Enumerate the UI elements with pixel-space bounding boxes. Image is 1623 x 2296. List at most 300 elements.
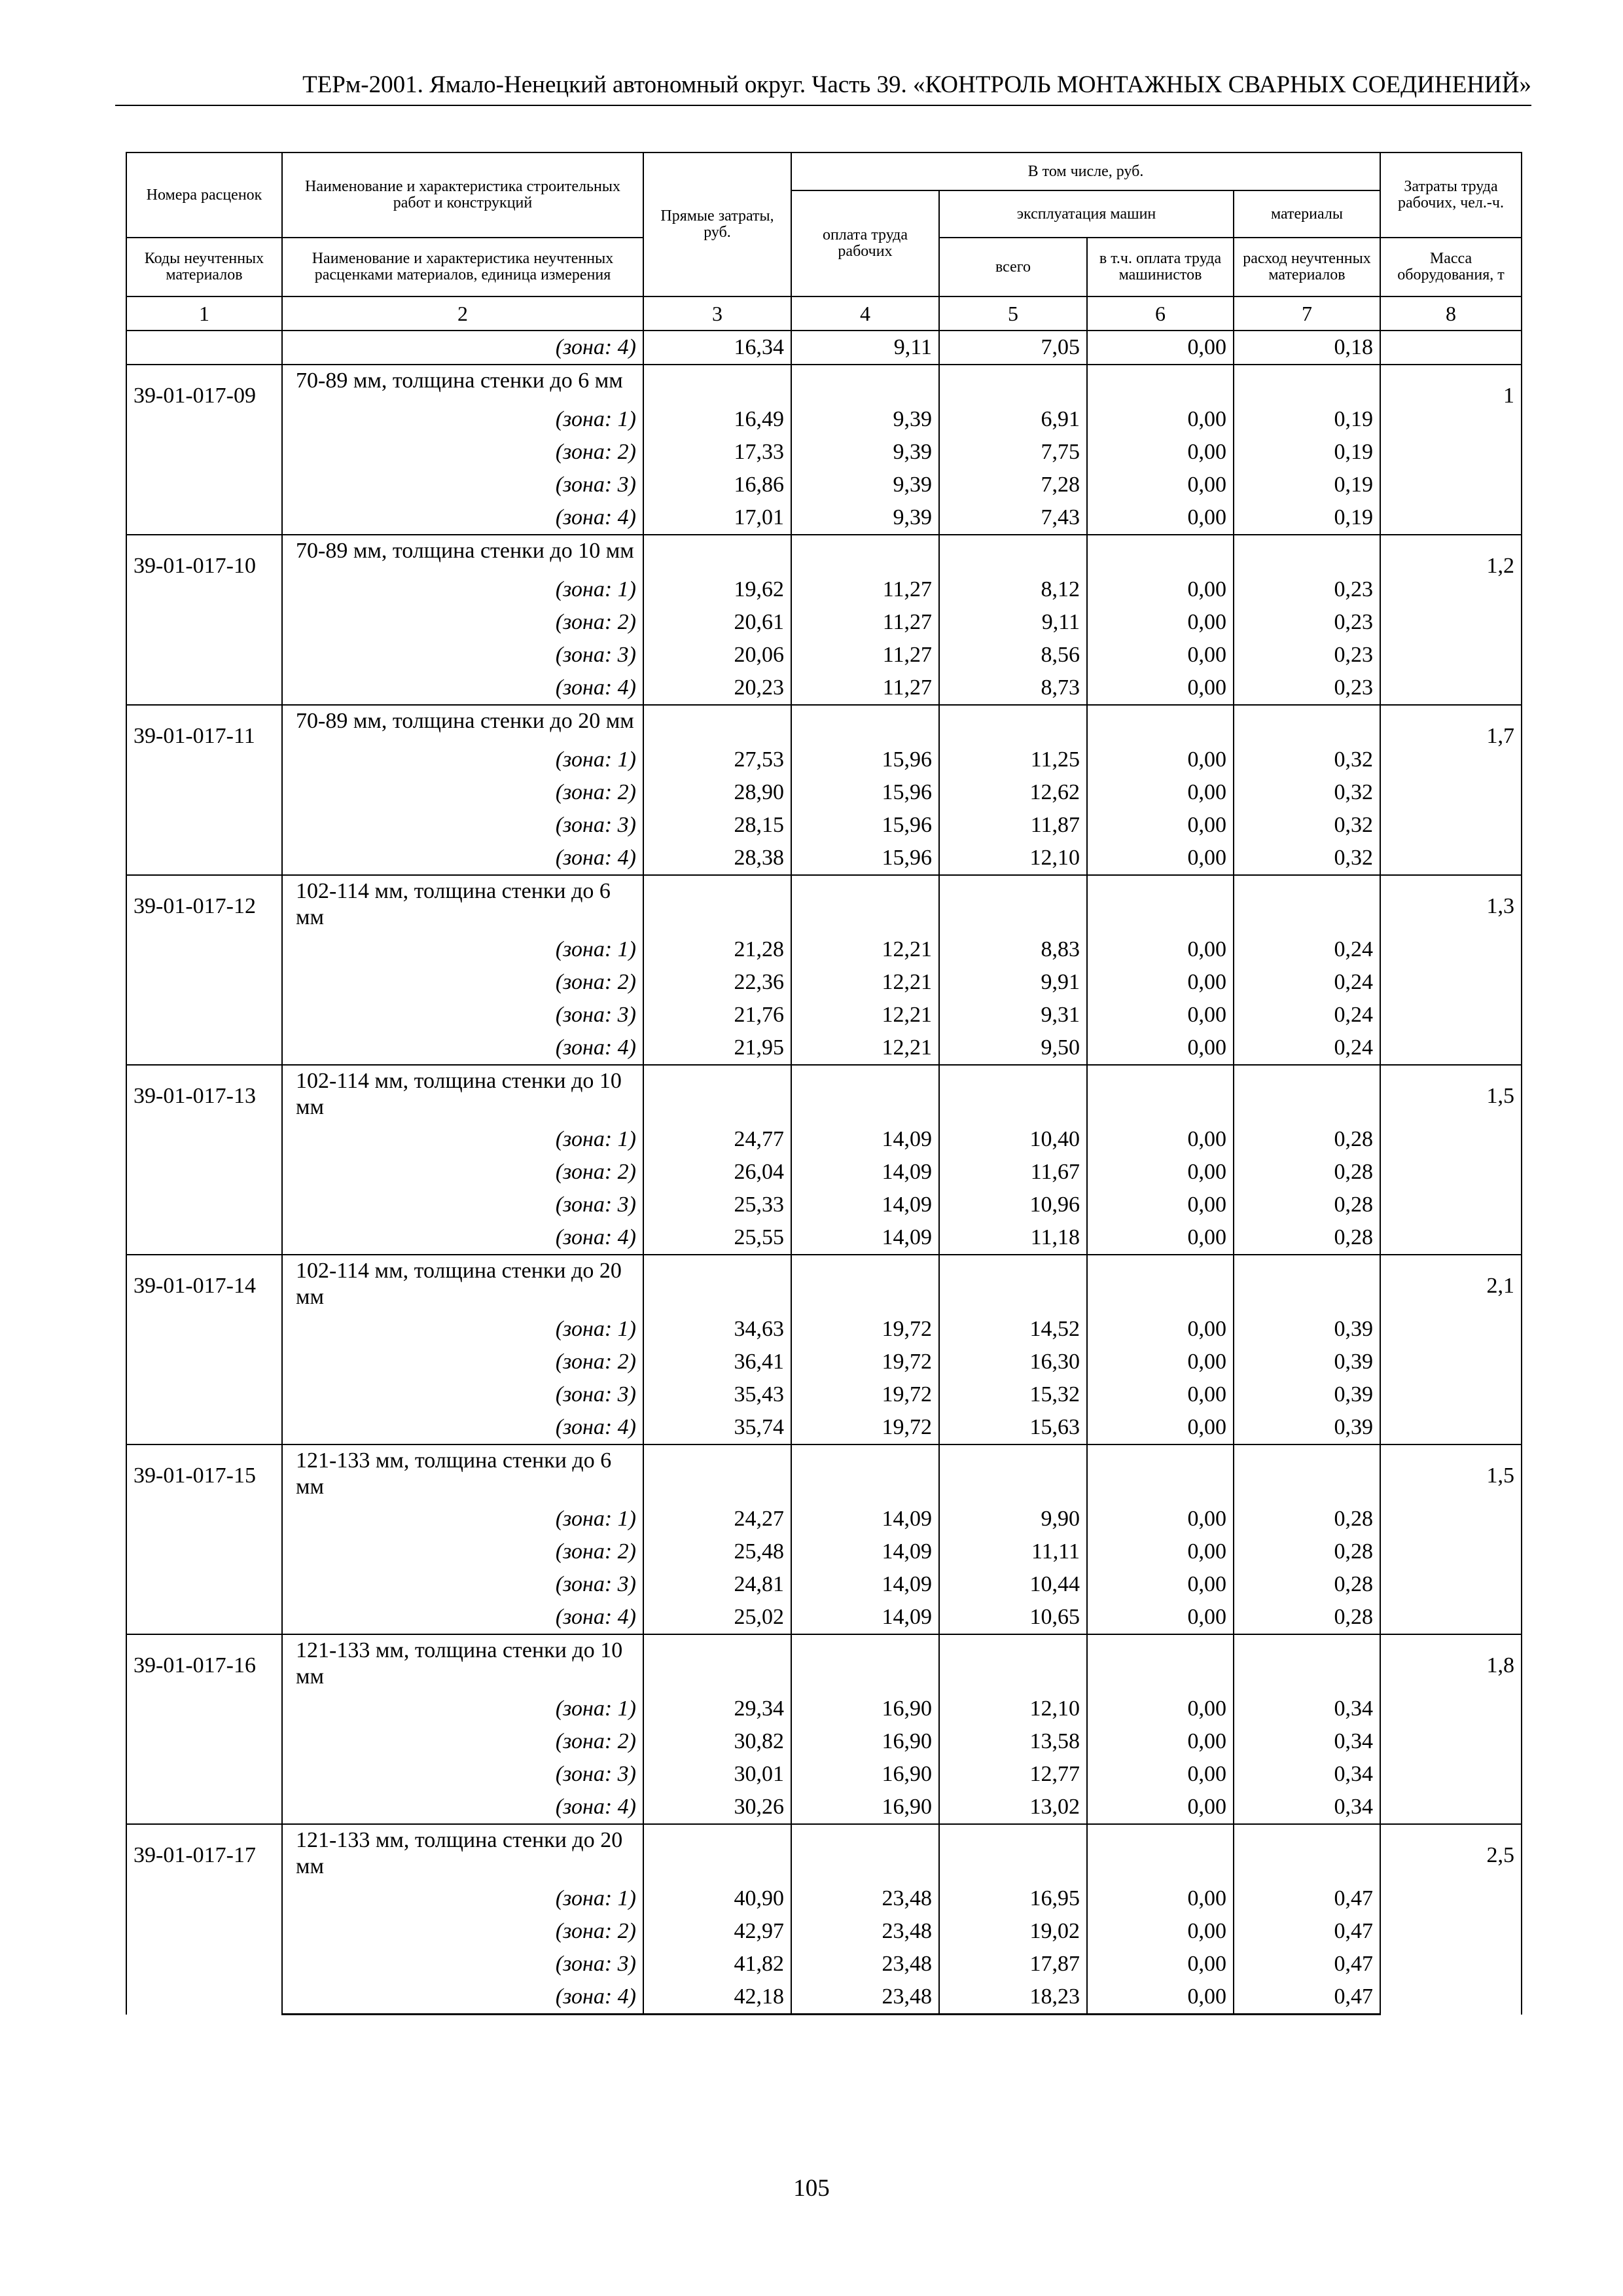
direct-cost: 19,62	[643, 573, 791, 606]
empty-cell	[939, 535, 1087, 573]
labor-cost: 1,7	[1380, 705, 1522, 875]
work-name: 121-133 мм, толщина стенки до 6 мм	[282, 1444, 643, 1503]
header-col4: оплата труда рабочих	[791, 190, 939, 296]
empty-cell	[939, 1255, 1087, 1313]
empty-cell	[791, 535, 939, 573]
empty-cell	[791, 875, 939, 933]
labor-pay: 14,09	[791, 1535, 939, 1568]
materials-cost: 0,39	[1234, 1346, 1380, 1378]
labor-pay: 15,96	[791, 842, 939, 875]
empty-cell	[939, 1065, 1087, 1123]
table-row	[126, 1568, 1522, 1601]
table-row	[126, 403, 1522, 436]
materials-cost: 0,47	[1234, 1981, 1380, 2015]
table-row	[126, 1123, 1522, 1156]
machines-total: 15,32	[939, 1378, 1087, 1411]
empty-cell	[1234, 705, 1380, 744]
table-row	[126, 1981, 1522, 2015]
labor-pay: 23,48	[791, 1882, 939, 1915]
labor-pay: 12,21	[791, 933, 939, 966]
labor-pay: 23,48	[791, 1915, 939, 1948]
work-name: 70-89 мм, толщина стенки до 20 мм	[282, 705, 643, 744]
machines-total: 16,30	[939, 1346, 1087, 1378]
materials-cost: 0,24	[1234, 999, 1380, 1031]
direct-cost: 29,34	[643, 1693, 791, 1725]
labor-pay: 14,09	[791, 1221, 939, 1255]
header-col6: в т.ч. оплата труда машинистов	[1087, 238, 1234, 296]
machinists-pay: 0,00	[1087, 1791, 1234, 1824]
direct-cost: 41,82	[643, 1948, 791, 1981]
zone-label: (зона: 3)	[282, 1189, 643, 1221]
materials-cost: 0,28	[1234, 1535, 1380, 1568]
direct-cost: 28,90	[643, 776, 791, 809]
price-code: 39-01-017-16	[126, 1634, 282, 1824]
machines-total: 11,67	[939, 1156, 1087, 1189]
machinists-pay: 0,00	[1087, 1313, 1234, 1346]
price-table	[126, 152, 1522, 2015]
zone-label: (зона: 4)	[282, 842, 643, 875]
zone-label: (зона: 2)	[282, 1915, 643, 1948]
machines-total: 11,11	[939, 1535, 1087, 1568]
materials-cost: 0,32	[1234, 809, 1380, 842]
empty-cell	[1087, 1634, 1234, 1693]
zone-label: (зона: 2)	[282, 1535, 643, 1568]
table-body	[126, 331, 1522, 2015]
table-row	[126, 436, 1522, 469]
machines-total: 11,87	[939, 809, 1087, 842]
machinists-pay: 0,00	[1087, 1346, 1234, 1378]
work-name: 102-114 мм, толщина стенки до 6 мм	[282, 875, 643, 933]
materials-cost: 0,32	[1234, 744, 1380, 776]
machinists-pay: 0,00	[1087, 1123, 1234, 1156]
machinists-pay: 0,00	[1087, 436, 1234, 469]
machinists-pay: 0,00	[1087, 1758, 1234, 1791]
header-col1-top: Номера расценок	[126, 152, 282, 238]
labor-pay: 9,39	[791, 403, 939, 436]
labor-pay: 12,21	[791, 1031, 939, 1065]
materials-cost: 0,47	[1234, 1915, 1380, 1948]
zone-label: (зона: 4)	[282, 331, 643, 365]
labor-pay: 23,48	[791, 1948, 939, 1981]
empty-cell	[1087, 1065, 1234, 1123]
empty-cell	[1234, 535, 1380, 573]
zone-label: (зона: 2)	[282, 776, 643, 809]
machinists-pay: 0,00	[1087, 403, 1234, 436]
direct-cost: 40,90	[643, 1882, 791, 1915]
zone-label: (зона: 3)	[282, 809, 643, 842]
machines-total: 12,77	[939, 1758, 1087, 1791]
table-row	[126, 1378, 1522, 1411]
price-code: 39-01-017-17	[126, 1824, 282, 2015]
zone-label: (зона: 1)	[282, 1503, 643, 1535]
direct-cost: 35,74	[643, 1411, 791, 1444]
empty-cell	[791, 705, 939, 744]
direct-cost: 42,18	[643, 1981, 791, 2015]
machines-total: 12,10	[939, 1693, 1087, 1725]
empty-cell	[791, 1255, 939, 1313]
zone-label: (зона: 4)	[282, 1221, 643, 1255]
empty-cell	[643, 1255, 791, 1313]
table-row	[126, 1411, 1522, 1444]
table-row	[126, 1189, 1522, 1221]
machines-total: 10,96	[939, 1189, 1087, 1221]
price-code: 39-01-017-10	[126, 535, 282, 705]
table-row	[126, 469, 1522, 501]
zone-label: (зона: 4)	[282, 1791, 643, 1824]
empty-cell	[791, 1444, 939, 1503]
work-name: 70-89 мм, толщина стенки до 10 мм	[282, 535, 643, 573]
zone-label: (зона: 1)	[282, 744, 643, 776]
table-row	[126, 744, 1522, 776]
price-code: 39-01-017-12	[126, 875, 282, 1065]
zone-label: (зона: 1)	[282, 1313, 643, 1346]
labor-pay: 14,09	[791, 1503, 939, 1535]
direct-cost: 20,61	[643, 606, 791, 639]
direct-cost: 30,26	[643, 1791, 791, 1824]
header-col3: Прямые затраты, руб.	[643, 152, 791, 296]
empty-cell	[791, 1634, 939, 1693]
labor-pay: 14,09	[791, 1156, 939, 1189]
zone-label: (зона: 1)	[282, 1693, 643, 1725]
zone-label: (зона: 1)	[282, 573, 643, 606]
machinists-pay: 0,00	[1087, 639, 1234, 672]
price-code: 39-01-017-09	[126, 365, 282, 535]
materials-cost: 0,34	[1234, 1725, 1380, 1758]
labor-pay: 15,96	[791, 809, 939, 842]
zone-label: (зона: 3)	[282, 1758, 643, 1791]
empty-cell	[791, 1824, 939, 1882]
direct-cost: 20,06	[643, 639, 791, 672]
machinists-pay: 0,00	[1087, 1156, 1234, 1189]
labor-pay: 19,72	[791, 1411, 939, 1444]
zone-label: (зона: 3)	[282, 639, 643, 672]
materials-cost: 0,23	[1234, 672, 1380, 705]
direct-cost: 24,81	[643, 1568, 791, 1601]
materials-cost: 0,24	[1234, 966, 1380, 999]
header-rule	[115, 105, 1531, 106]
machinists-pay: 0,00	[1087, 1568, 1234, 1601]
empty-cell	[1234, 875, 1380, 933]
price-code: 39-01-017-11	[126, 705, 282, 875]
labor-pay: 9,39	[791, 469, 939, 501]
machinists-pay: 0,00	[1087, 809, 1234, 842]
machines-total: 11,18	[939, 1221, 1087, 1255]
table-row	[126, 672, 1522, 705]
direct-cost: 25,02	[643, 1601, 791, 1634]
machinists-pay: 0,00	[1087, 1725, 1234, 1758]
zone-label: (зона: 3)	[282, 999, 643, 1031]
machines-total: 18,23	[939, 1981, 1087, 2015]
direct-cost: 26,04	[643, 1156, 791, 1189]
empty-cell	[643, 875, 791, 933]
zone-label: (зона: 3)	[282, 469, 643, 501]
direct-cost: 16,49	[643, 403, 791, 436]
empty-cell	[643, 705, 791, 744]
machinists-pay: 0,00	[1087, 1189, 1234, 1221]
empty-cell	[1234, 1065, 1380, 1123]
machines-total: 8,12	[939, 573, 1087, 606]
table-row	[126, 535, 1522, 573]
labor-pay: 16,90	[791, 1725, 939, 1758]
machines-total: 14,52	[939, 1313, 1087, 1346]
materials-cost: 0,28	[1234, 1189, 1380, 1221]
machines-total: 12,10	[939, 842, 1087, 875]
table-row	[126, 1758, 1522, 1791]
direct-cost: 22,36	[643, 966, 791, 999]
machines-total: 13,58	[939, 1725, 1087, 1758]
zone-label: (зона: 2)	[282, 1725, 643, 1758]
price-code: 39-01-017-13	[126, 1065, 282, 1255]
machinists-pay: 0,00	[1087, 933, 1234, 966]
table-row	[126, 1535, 1522, 1568]
empty-cell	[1234, 1824, 1380, 1882]
column-number: 8	[1380, 296, 1522, 331]
empty-cell	[643, 535, 791, 573]
table-row	[126, 966, 1522, 999]
table-row	[126, 1255, 1522, 1313]
materials-cost: 0,34	[1234, 1693, 1380, 1725]
materials-cost: 0,28	[1234, 1221, 1380, 1255]
labor-pay: 16,90	[791, 1758, 939, 1791]
table-row	[126, 809, 1522, 842]
machines-total: 8,73	[939, 672, 1087, 705]
direct-cost: 25,48	[643, 1535, 791, 1568]
page-number: 105	[793, 2175, 830, 2202]
materials-cost: 0,28	[1234, 1601, 1380, 1634]
empty-cell	[643, 1065, 791, 1123]
zone-label: (зона: 1)	[282, 1882, 643, 1915]
empty-cell	[1234, 1634, 1380, 1693]
direct-cost: 30,82	[643, 1725, 791, 1758]
table-row	[126, 1156, 1522, 1189]
zone-label: (зона: 3)	[282, 1378, 643, 1411]
labor-cost: 1,5	[1380, 1065, 1522, 1255]
machines-total: 17,87	[939, 1948, 1087, 1981]
labor-pay: 11,27	[791, 606, 939, 639]
machines-total: 10,40	[939, 1123, 1087, 1156]
labor-pay: 9,39	[791, 501, 939, 535]
zone-label: (зона: 4)	[282, 1411, 643, 1444]
table-row	[126, 875, 1522, 933]
table-row	[126, 999, 1522, 1031]
price-code: 39-01-017-14	[126, 1255, 282, 1444]
price-code: 39-01-017-15	[126, 1444, 282, 1634]
machines-total: 9,91	[939, 966, 1087, 999]
table-row	[126, 1065, 1522, 1123]
zone-label: (зона: 1)	[282, 933, 643, 966]
direct-cost: 21,76	[643, 999, 791, 1031]
empty-cell	[643, 1824, 791, 1882]
direct-cost: 36,41	[643, 1346, 791, 1378]
materials-cost: 0,23	[1234, 606, 1380, 639]
machines-total: 9,50	[939, 1031, 1087, 1065]
empty-cell	[939, 365, 1087, 403]
header-col1-bottom: Коды неучтенных материалов	[126, 238, 282, 296]
header-col8-top: Затраты труда рабочих, чел.-ч.	[1380, 152, 1522, 238]
machinists-pay: 0,00	[1087, 1948, 1234, 1981]
machines-total: 19,02	[939, 1915, 1087, 1948]
table-row	[126, 1634, 1522, 1693]
direct-cost: 27,53	[643, 744, 791, 776]
running-header: ТЕРм-2001. Ямало-Ненецкий автономный округ. Часть 39. «КОНТРОЛЬ МОНТАЖНЫХ СВАРНЫХ СОЕДИНЕНИЙ»	[302, 71, 1531, 98]
machinists-pay: 0,00	[1087, 842, 1234, 875]
empty-cell	[1087, 1824, 1234, 1882]
direct-cost: 34,63	[643, 1313, 791, 1346]
empty-cell	[939, 705, 1087, 744]
table-row	[126, 1444, 1522, 1503]
zone-label: (зона: 2)	[282, 1156, 643, 1189]
machines-total: 9,31	[939, 999, 1087, 1031]
empty-cell	[939, 1444, 1087, 1503]
zone-label: (зона: 2)	[282, 1346, 643, 1378]
table-header	[126, 152, 1522, 331]
header-col5: всего	[939, 238, 1087, 296]
direct-cost: 20,23	[643, 672, 791, 705]
labor-pay: 14,09	[791, 1568, 939, 1601]
zone-label: (зона: 4)	[282, 672, 643, 705]
labor-pay: 11,27	[791, 639, 939, 672]
labor-pay: 14,09	[791, 1601, 939, 1634]
machinists-pay: 0,00	[1087, 1031, 1234, 1065]
zone-label: (зона: 4)	[282, 1981, 643, 2015]
empty-cell	[643, 1444, 791, 1503]
header-col2-top: Наименование и характеристика строительных работ и конструкций	[282, 152, 643, 238]
direct-cost: 21,28	[643, 933, 791, 966]
zone-label: (зона: 4)	[282, 1601, 643, 1634]
machines-total: 7,05	[939, 331, 1087, 365]
machinists-pay: 0,00	[1087, 672, 1234, 705]
table-row	[126, 606, 1522, 639]
column-number: 2	[282, 296, 643, 331]
direct-cost: 24,77	[643, 1123, 791, 1156]
direct-cost: 35,43	[643, 1378, 791, 1411]
empty-cell	[939, 1634, 1087, 1693]
labor-pay: 14,09	[791, 1189, 939, 1221]
materials-cost: 0,24	[1234, 1031, 1380, 1065]
empty-cell	[939, 1824, 1087, 1882]
price-code	[126, 331, 282, 365]
empty-cell	[1234, 1444, 1380, 1503]
table-row	[126, 933, 1522, 966]
zone-label: (зона: 4)	[282, 1031, 643, 1065]
machinists-pay: 0,00	[1087, 331, 1234, 365]
table-row	[126, 639, 1522, 672]
materials-cost: 0,28	[1234, 1123, 1380, 1156]
labor-pay: 11,27	[791, 573, 939, 606]
empty-cell	[643, 1634, 791, 1693]
labor-cost: 1,2	[1380, 535, 1522, 705]
header-materials: материалы	[1234, 190, 1380, 238]
direct-cost: 28,15	[643, 809, 791, 842]
machinists-pay: 0,00	[1087, 1503, 1234, 1535]
work-name: 102-114 мм, толщина стенки до 10 мм	[282, 1065, 643, 1123]
direct-cost: 24,27	[643, 1503, 791, 1535]
machines-total: 9,90	[939, 1503, 1087, 1535]
materials-cost: 0,28	[1234, 1503, 1380, 1535]
labor-cost: 2,1	[1380, 1255, 1522, 1444]
table-row	[126, 1824, 1522, 1882]
empty-cell	[791, 365, 939, 403]
machinists-pay: 0,00	[1087, 1693, 1234, 1725]
machinists-pay: 0,00	[1087, 573, 1234, 606]
labor-pay: 9,39	[791, 436, 939, 469]
materials-cost: 0,23	[1234, 573, 1380, 606]
table-row	[126, 331, 1522, 365]
empty-cell	[1087, 705, 1234, 744]
materials-cost: 0,39	[1234, 1313, 1380, 1346]
machines-total: 11,25	[939, 744, 1087, 776]
labor-pay: 12,21	[791, 966, 939, 999]
labor-pay: 19,72	[791, 1346, 939, 1378]
materials-cost: 0,28	[1234, 1156, 1380, 1189]
machines-total: 16,95	[939, 1882, 1087, 1915]
materials-cost: 0,18	[1234, 331, 1380, 365]
work-name: 121-133 мм, толщина стенки до 20 мм	[282, 1824, 643, 1882]
empty-cell	[1234, 1255, 1380, 1313]
empty-cell	[1087, 535, 1234, 573]
machines-total: 7,75	[939, 436, 1087, 469]
table-row	[126, 1346, 1522, 1378]
column-number: 7	[1234, 296, 1380, 331]
labor-pay: 15,96	[791, 776, 939, 809]
empty-cell	[939, 875, 1087, 933]
labor-pay: 14,09	[791, 1123, 939, 1156]
table-row	[126, 842, 1522, 875]
table-row	[126, 1221, 1522, 1255]
materials-cost: 0,28	[1234, 1568, 1380, 1601]
labor-pay: 9,11	[791, 331, 939, 365]
table-row	[126, 365, 1522, 403]
column-number: 6	[1087, 296, 1234, 331]
labor-cost: 1,8	[1380, 1634, 1522, 1824]
direct-cost: 28,38	[643, 842, 791, 875]
zone-label: (зона: 1)	[282, 1123, 643, 1156]
machinists-pay: 0,00	[1087, 744, 1234, 776]
direct-cost: 17,01	[643, 501, 791, 535]
machines-total: 7,28	[939, 469, 1087, 501]
empty-cell	[643, 365, 791, 403]
labor-pay: 16,90	[791, 1693, 939, 1725]
materials-cost: 0,39	[1234, 1378, 1380, 1411]
machines-total: 7,43	[939, 501, 1087, 535]
table-row	[126, 1948, 1522, 1981]
materials-cost: 0,19	[1234, 403, 1380, 436]
materials-cost: 0,23	[1234, 639, 1380, 672]
machines-total: 10,65	[939, 1601, 1087, 1634]
direct-cost: 42,97	[643, 1915, 791, 1948]
work-name: 70-89 мм, толщина стенки до 6 мм	[282, 365, 643, 403]
machinists-pay: 0,00	[1087, 1411, 1234, 1444]
labor-pay: 15,96	[791, 744, 939, 776]
column-number: 3	[643, 296, 791, 331]
labor-cost: 2,5	[1380, 1824, 1522, 2015]
labor-cost	[1380, 331, 1522, 365]
materials-cost: 0,39	[1234, 1411, 1380, 1444]
machines-total: 8,56	[939, 639, 1087, 672]
machinists-pay: 0,00	[1087, 501, 1234, 535]
materials-cost: 0,34	[1234, 1758, 1380, 1791]
work-name: 102-114 мм, толщина стенки до 20 мм	[282, 1255, 643, 1313]
direct-cost: 16,34	[643, 331, 791, 365]
direct-cost: 25,55	[643, 1221, 791, 1255]
table-row	[126, 501, 1522, 535]
materials-cost: 0,24	[1234, 933, 1380, 966]
labor-pay: 19,72	[791, 1378, 939, 1411]
empty-cell	[1234, 365, 1380, 403]
zone-label: (зона: 2)	[282, 436, 643, 469]
table-row	[126, 1725, 1522, 1758]
table-row	[126, 1601, 1522, 1634]
